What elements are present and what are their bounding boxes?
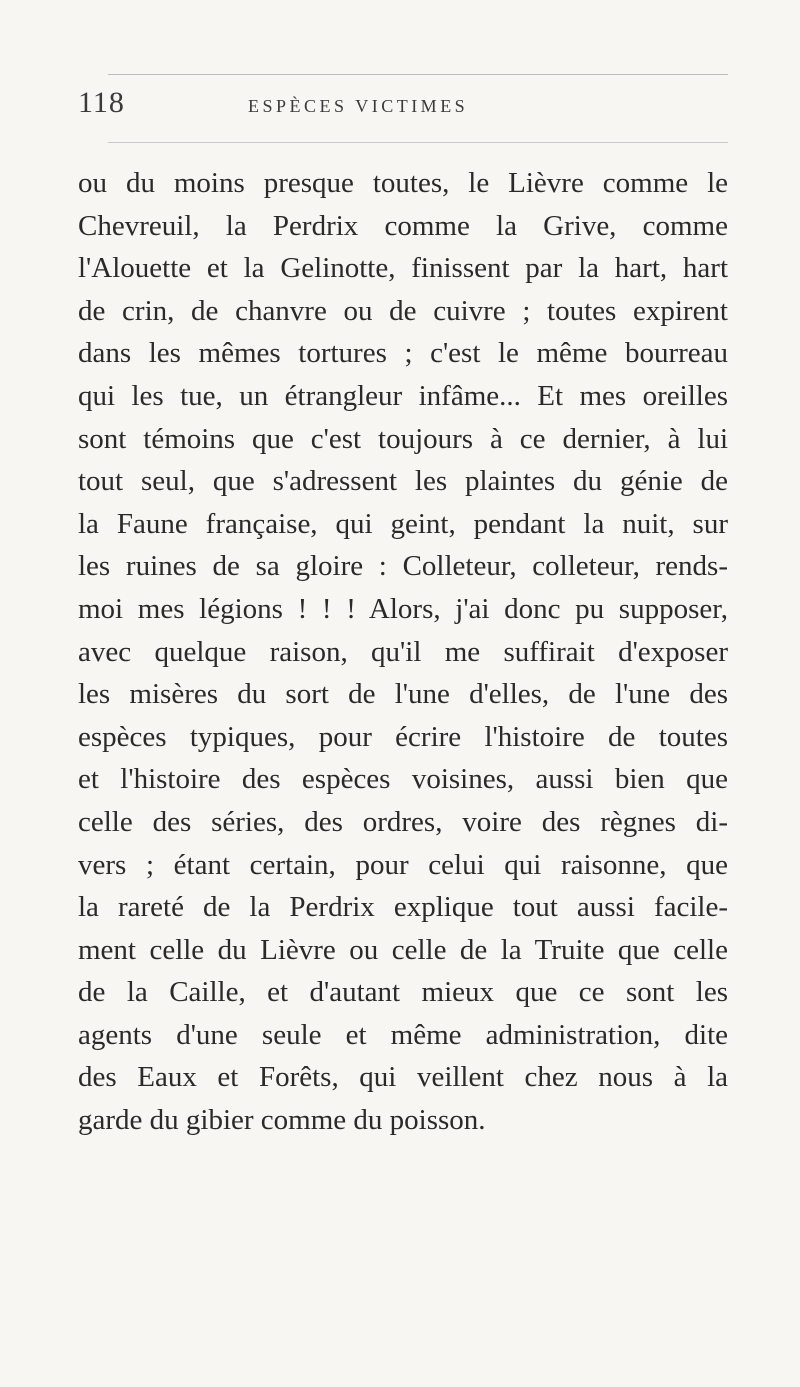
text-line: ou du moins presque toutes, le Lièvre comme le (78, 167, 728, 199)
text-line: des Eaux et Forêts, qui veillent chez nous à la (78, 1061, 728, 1094)
text-line: de crin, de chanvre ou de cuivre ; toutes expirent (78, 294, 728, 327)
text-line: espèces typiques, pour écrire l'histoire de toutes (78, 720, 728, 753)
text-line: ment celle du Lièvre ou celle de la Truite que celle (78, 933, 728, 966)
text-line: Chevreuil, la Perdrix comme la Grive, comme (78, 209, 728, 242)
text-line: garde du gibier comme du poisson. (78, 1104, 486, 1137)
text-line: moi mes légions ! ! ! Alors, j'ai donc pu supposer, (78, 592, 728, 625)
text-line: avec quelque raison, qu'il me suffirait d'exposer (78, 635, 728, 668)
text-line: dans les mêmes tortures ; c'est le même bourreau (78, 337, 728, 370)
text-line: la Faune française, qui geint, pendant la nuit, sur (78, 507, 728, 540)
running-title: ESPÈCES VICTIMES (248, 96, 469, 116)
text-line: les ruines de sa gloire : Colleteur, colleteur, rends- (78, 550, 728, 583)
text-line: les misères du sort de l'une d'elles, de l'une des (78, 678, 728, 711)
text-line: la rareté de la Perdrix explique tout aussi facile- (78, 891, 728, 924)
text-line: celle des séries, des ordres, voire des règnes di- (78, 805, 728, 838)
text-line: tout seul, que s'adressent les plaintes du génie de (78, 465, 728, 498)
text-line: vers ; étant certain, pour celui qui raisonne, que (78, 848, 728, 881)
page-number: 118 (78, 86, 125, 119)
text-line: l'Alouette et la Gelinotte, finissent par la hart, hart (78, 252, 728, 285)
header-rule-top (108, 74, 728, 75)
text-line: qui les tue, un étrangleur infâme... Et mes oreilles (78, 379, 728, 412)
body-paragraph (78, 162, 728, 1142)
text-line: agents d'une seule et même administration, dite (78, 1018, 728, 1051)
text-line: sont témoins que c'est toujours à ce dernier, à lui (78, 422, 728, 455)
text-line: et l'histoire des espèces voisines, aussi bien que (78, 763, 728, 796)
text-line: de la Caille, et d'autant mieux que ce sont les (78, 976, 728, 1009)
header-rule-bottom (108, 142, 728, 143)
